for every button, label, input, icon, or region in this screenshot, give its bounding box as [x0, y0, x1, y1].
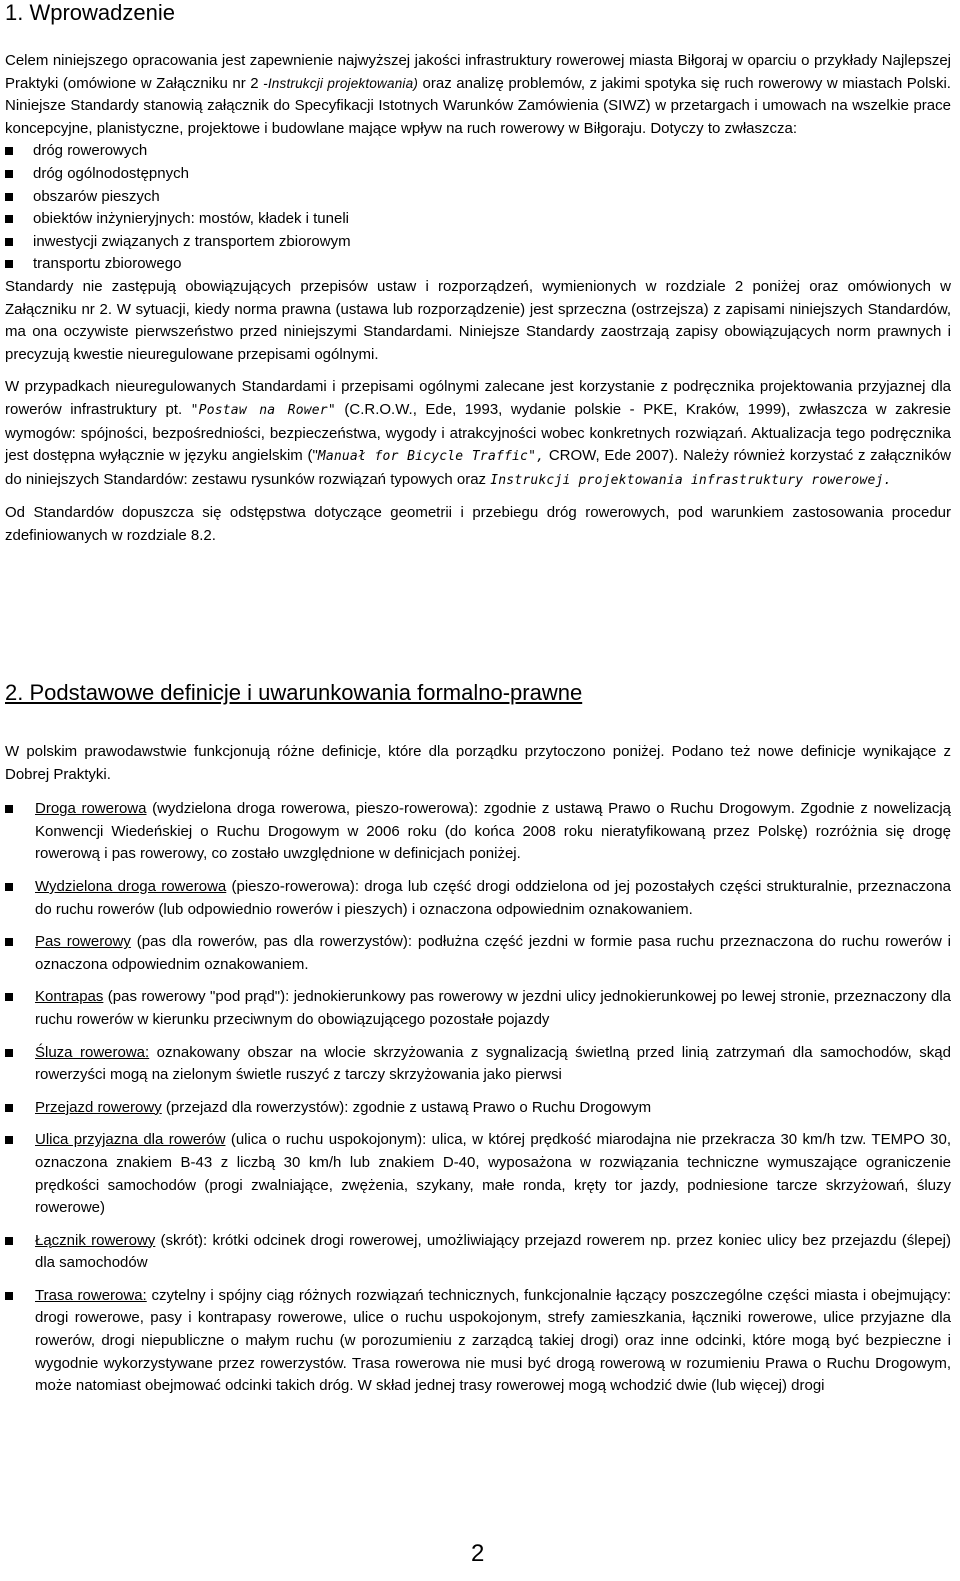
definition-term: Kontrapas: [35, 988, 104, 1006]
square-bullet-icon: [5, 170, 13, 178]
handbook-text-b: (C.R.O.W., Ede, 1993, wydanie polskie - PKE, Kraków, 1999), zwłaszcza w zakresie wymogów: spójności, bezpośredniości, bezpieczeństwa, wygody i atrakcyjności wobec konkretnych rozwiązań. Aktualizacja tego podręcznika jest dostępna wyłącznie w języku angielskim (": [5, 400, 951, 465]
list-item-text: transportu zbiorowego: [33, 255, 182, 273]
list-item-text: dróg rowerowych: [33, 142, 148, 160]
handbook-text-c: CROW, Ede 2007). Należy również korzystać z załączników do niniejszych Standardów: zestawu rysunków rozwiązań typowych oraz: [5, 447, 952, 488]
definition-text: (skrót): krótki odcinek drogi rowerowej, umożliwiający przejazd rowerem np. przez koniec ulicy bez przejazdu (ślepej) dla samochodów: [35, 1231, 951, 1272]
deviation-paragraph: Od Standardów dopuszcza się odstępstwa dotyczące geometrii i przebiegu dróg rowerowych, pod warunkiem zastosowania procedur zdefiniowanych w rozdziale 8.2.: [5, 504, 951, 544]
square-bullet-icon: [5, 1049, 13, 1057]
list-item-text: obiektów inżynieryjnych: mostów, kładek i tuneli: [33, 210, 349, 228]
square-bullet-icon: [5, 215, 13, 223]
square-bullet-icon: [5, 1237, 13, 1245]
section-2-heading: 2. Podstawowe definicje i uwarunkowania formalno-prawne: [5, 680, 583, 705]
section-1-heading: 1. Wprowadzenie: [5, 0, 175, 25]
definition-term: Przejazd rowerowy: [35, 1098, 162, 1116]
square-bullet-icon: [5, 805, 13, 813]
definition-text: (pas dla rowerów, pas dla rowerzystów): podłużna część jezdni w formie pasa ruchu przeznaczona do ruchu rowerów i oznaczona odpowiednim oznakowaniem.: [35, 933, 951, 973]
square-bullet-icon: [5, 147, 13, 155]
section-1-body: [5, 50, 951, 547]
definition-item: [5, 876, 951, 921]
list-item: [5, 163, 951, 186]
definition-item: [5, 1042, 951, 1087]
square-bullet-icon: [5, 238, 13, 246]
definition-text: (ulica o ruchu uspokojonym): ulica, w której prędkość miarodajna nie przekracza 30 km/h tzw. TEMPO 30, oznaczona znakiem B-43 z liczbą 30 km/h lub znakiem D-40, wyposażona w rozwiązania techniczne wymuszające ograniczenie prędkości samochodów (progi zwalniające, zwężenia, szykany, małe ronda, kręty tor jazdy, podniesione tarcze skrzyżowań, śluzy rowerowe): [35, 1131, 951, 1217]
definition-text: czytelny i spójny ciąg różnych rozwiązań technicznych, funkcjonalnie łączący poszczególne części miasta i obejmujący: drogi rowerowe, pasy i kontrapasy rowerowe, ulice o ruchu uspokojonym, strefy zamieszkania, łączniki rowerowe, ulice przyjazne dla rowerów, drogi niepubliczne o małym ruchu (w porozumieniu z zarządcą takiej drogi) oraz inne odcinki, które mogą być bezpieczne i wygodnie wykorzystywane przez rowerzystów. Trasa rowerowa nie musi być drogą rowerową w rozumieniu Prawa o Ruchu Drogowym, może natomiast obejmować odcinki takich dróg. W skład jednej trasy rowerowej mogą wchodzić dwie (lub więcej) drogi: [35, 1286, 952, 1395]
definition-item: [5, 1097, 951, 1120]
square-bullet-icon: [5, 1292, 13, 1300]
list-item-text: inwestycji związanych z transportem zbiorowym: [33, 232, 351, 250]
intro-italic-ref: -Instrukcji projektowania): [263, 75, 419, 91]
standards-paragraph: Standardy nie zastępują obowiązujących przepisów ustaw i rozporządzeń, wymienionych w rozdziale 2 poniżej oraz omówionych w Załączniku nr 2. W sytuacji, kiedy norma prawna (ustawa lub rozporządzenie) jest sprzeczna (ostrzejsza) z zapisami niniejszych Standardów, ma ona oczywiste pierwszeństwo przed niniejszymi Standardami. Niniejsze Standardy zaostrzają zapisy obowiązujących norm prawnych i precyzują kwestie nieuregulowane przepisami ogólnymi.: [5, 277, 951, 363]
list-item: [5, 140, 951, 163]
handbook-title-en: Manuał for Bicycle Traffic",: [317, 449, 545, 465]
page-number: 2: [471, 1540, 485, 1567]
definition-text: (pieszo-rowerowa): droga lub część drogi oddzielona od jej pozostałych części strukturalnie, przeznaczona do ruchu rowerów (lub odpowiednio rowerów i pieszych) i oznaczona odpowiednim oznakowaniem.: [35, 877, 951, 918]
intro-paragraph: [5, 50, 951, 140]
definition-text: (wydzielona droga rowerowa, pieszo-rowerowa): zgodnie z ustawą Prawo o Ruchu Drogowym. Zgodnie z nowelizacją Konwencji Wiedeńskiej o Ruchu Drogowym w 2006 roku (do końca 2008 roku nieratyfikowaną przez Polskę) rozróżnia się drogę rowerową i pas rowerowy, co zostało uwzględnione w definicjach poniżej.: [35, 800, 951, 863]
square-bullet-icon: [5, 193, 13, 201]
definition-item: [5, 1129, 951, 1219]
definition-item: [5, 931, 951, 976]
definition-term: Pas rowerowy: [35, 933, 131, 951]
scope-list: [5, 140, 951, 276]
square-bullet-icon: [5, 1104, 13, 1112]
definition-item: [5, 1230, 951, 1275]
definition-term: Śluza rowerowa:: [35, 1043, 150, 1061]
definition-item: [5, 986, 951, 1031]
definitions-list: [5, 798, 951, 1398]
definitions-intro: W polskim prawodawstwie funkcjonują różne definicje, które dla porządku przytoczono poniżej. Podano też nowe definicje wynikające z Dobrej Praktyki.: [5, 743, 951, 783]
square-bullet-icon: [5, 938, 13, 946]
square-bullet-icon: [5, 1136, 13, 1144]
square-bullet-icon: [5, 260, 13, 268]
intro-text-a: Celem niniejszego opracowania jest zapewnienie najwyższej jakości infrastruktury rowerowej miasta Biłgoraj w oparciu o przykłady Najlepszej Praktyki (omówione w Załączniku nr 2: [5, 52, 951, 92]
definition-text: oznakowany obszar na wlocie skrzyżowania z sygnalizacją świetlną przed linią zatrzymań dla samochodów, skąd rowerzyści mogą na zielonym świetle ruszyć z tarczy skrzyżowania jako pierwsi: [35, 1043, 951, 1084]
list-item-text: obszarów pieszych: [33, 187, 160, 205]
list-item-text: dróg ogólnodostępnych: [33, 164, 189, 182]
square-bullet-icon: [5, 993, 13, 1001]
list-item: [5, 253, 951, 276]
intro-text-b: oraz analizę problemów, z jakimi spotyka się ruch rowerowy w miastach Polski. Niniejsze Standardy stanowią załącznik do Specyfikacji Istotnych Warunków Zamówienia (SIWZ) w przetargach i umowach na wszelkie prace koncepcyjne, planistyczne, projektowe i budowlane mające wpływ na ruch rowerowy w Biłgoraju. Dotyczy to zwłaszcza:: [5, 74, 951, 137]
definition-item: [5, 798, 951, 866]
definition-text: (przejazd dla rowerzystów): zgodnie z ustawą Prawo o Ruchu Drogowym: [161, 1098, 652, 1116]
definition-text: (pas rowerowy "pod prąd"): jednokierunkowy pas rowerowy w jezdni ulicy jednokierunkowej po lewej stronie, przeznaczony dla ruchu rowerów w kierunku przeciwnym do obowiązującego pozostałe pojazdy: [35, 988, 951, 1028]
handbook-text-a: W przypadkach nieuregulowanych Standardami i przepisami ogólnymi zalecane jest korzystanie z podręcznika projektowania przyjaznej dla rowerów infrastruktury pt.: [5, 378, 951, 418]
definition-term: Wydzielona droga rowerowa: [35, 877, 227, 895]
definition-term: Łącznik rowerowy: [35, 1231, 156, 1249]
handbook-title-pl: "Postaw na Rower": [190, 402, 336, 418]
handbook-paragraph: [5, 376, 951, 492]
square-bullet-icon: [5, 883, 13, 891]
instruction-title: Instrukcji projektowania infrastruktury rowerowej.: [490, 472, 892, 488]
definition-term: Trasa rowerowa:: [35, 1286, 147, 1304]
section-2-body: [5, 741, 951, 1408]
definition-item: [5, 1285, 951, 1398]
definition-term: Droga rowerowa: [35, 800, 147, 818]
definition-term: Ulica przyjazna dla rowerów: [35, 1131, 226, 1149]
list-item: [5, 231, 951, 254]
list-item: [5, 186, 951, 209]
list-item: [5, 208, 951, 231]
